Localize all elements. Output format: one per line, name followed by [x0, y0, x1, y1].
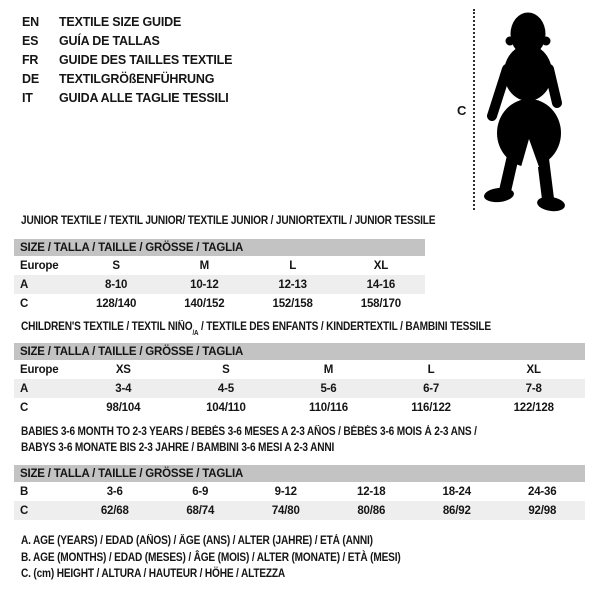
table-cell: 12-13	[249, 275, 337, 294]
children-heading-post: / TEXTILE DES ENFANTS / KINDERTEXTIL / BAMBINI TESSILE	[198, 321, 492, 333]
table-cell: 8-10	[72, 275, 160, 294]
table-cell: 62/68	[72, 501, 158, 520]
table-cell: A	[14, 379, 72, 398]
table-cell: S	[222, 363, 230, 376]
language-title: GUÍA DE TALLAS	[59, 34, 160, 48]
table-cell: B	[20, 485, 29, 498]
table-cell: 12-18	[357, 485, 386, 498]
table-cell: 98/104	[106, 401, 141, 414]
table-cell: M	[199, 259, 210, 272]
children-size-table	[14, 343, 585, 417]
table-cell: XL	[373, 259, 389, 272]
language-row-en	[22, 13, 232, 32]
height-label: C	[457, 103, 467, 118]
size-header-label: SIZE / TALLA / TAILLE / GRÖSSE / TAGLIA	[14, 465, 585, 482]
table-cell: 7-8	[482, 379, 585, 398]
table-cell: 140/152	[184, 297, 225, 310]
size-header-band	[14, 343, 585, 360]
table-cell: 4-5	[175, 379, 278, 398]
table-row-a	[14, 275, 425, 294]
size-header-label: SIZE / TALLA / TAILLE / GRÖSSE / TAGLIA	[14, 239, 425, 256]
table-cell: 10-12	[160, 275, 248, 294]
table-cell: XL	[526, 363, 541, 376]
table-row-europe	[14, 360, 585, 379]
language-row-de	[22, 70, 232, 89]
children-heading-pre: CHILDREN'S TEXTILE / TEXTIL NIÑO	[21, 321, 193, 333]
table-cell: 122/128	[513, 401, 554, 414]
table-cell: 86/92	[414, 501, 500, 520]
language-code: DE	[22, 72, 39, 86]
baby-silhouette-icon	[483, 11, 567, 212]
table-cell: A	[14, 275, 72, 294]
table-cell: 128/140	[96, 297, 137, 310]
table-cell: 18-24	[442, 485, 471, 498]
table-cell: C	[20, 297, 29, 310]
language-row-fr	[22, 51, 232, 70]
table-cell: 152/158	[272, 297, 313, 310]
table-cell: 92/98	[500, 501, 586, 520]
children-heading-sub: /A	[192, 329, 199, 338]
table-cell: 80/86	[329, 501, 415, 520]
language-title: TEXTILE SIZE GUIDE	[59, 15, 182, 29]
table-row-c	[14, 294, 425, 313]
table-row-europe	[14, 256, 425, 275]
height-measure-dotted-line	[473, 9, 475, 210]
table-cell: 74/80	[243, 501, 329, 520]
size-header-band	[14, 239, 425, 256]
table-cell: 110/116	[309, 401, 348, 414]
table-row-c	[14, 398, 585, 417]
table-cell: 158/170	[360, 297, 401, 310]
table-cell: 68/74	[158, 501, 244, 520]
babies-heading-line2: BABYS 3-6 MONATE BIS 2-3 JAHRE / BAMBINI 3-6 MESI A 2-3 ANNI	[21, 442, 335, 454]
table-cell: L	[289, 259, 297, 272]
babies-heading-line1: BABIES 3-6 MONTH TO 2-3 YEARS / BEBÉS 3-6 MESES A 2-3 AÑOS / BÉBÉS 3-6 MOIS À 2-3 ANS /	[21, 426, 477, 438]
table-row-c	[14, 501, 585, 520]
size-header-band	[14, 465, 585, 482]
table-cell: 104/110	[206, 401, 246, 414]
language-title: GUIDA ALLE TAGLIE TESSILI	[59, 91, 229, 105]
language-title-list	[22, 13, 232, 108]
junior-size-table	[14, 239, 425, 313]
footnote-b: B. AGE (MONTHS) / EDAD (MESES) / ÂGE (MOIS) / ALTER (MONATE) / ETÀ (MESI)	[21, 551, 401, 564]
children-section-heading	[21, 319, 491, 339]
table-cell: 6-7	[380, 379, 483, 398]
babies-size-table	[14, 465, 585, 520]
table-cell: 6-9	[192, 485, 209, 498]
table-row-b	[14, 482, 585, 501]
table-cell: 14-16	[337, 275, 425, 294]
junior-section-heading: JUNIOR TEXTILE / TEXTIL JUNIOR/ TEXTILE JUNIOR / JUNIORTEXTIL / JUNIOR TESSILE	[21, 215, 436, 227]
language-code: IT	[22, 91, 33, 105]
table-cell: 24-36	[528, 485, 557, 498]
table-cell: 5-6	[277, 379, 380, 398]
language-title: GUIDE DES TAILLES TEXTILE	[59, 53, 233, 67]
table-cell: Europe	[20, 363, 59, 376]
language-row-es	[22, 32, 232, 51]
table-row-a	[14, 379, 585, 398]
babies-section-heading	[21, 424, 477, 456]
table-cell: C	[14, 501, 72, 520]
footnote-a: A. AGE (YEARS) / EDAD (AÑOS) / ÂGE (ANS) / ALTER (JAHRE) / ETÀ (ANNI)	[21, 535, 373, 547]
language-row-it	[22, 89, 232, 108]
language-title: TEXTILGRÖßENFÜHRUNG	[59, 72, 215, 86]
table-cell: Europe	[20, 259, 59, 272]
table-cell: 116/122	[411, 401, 451, 414]
table-cell: C	[20, 401, 29, 414]
footnote-c: C. (cm) HEIGHT / ALTURA / HAUTEUR / HÖHE / ALTEZZA	[21, 568, 286, 580]
table-cell: S	[112, 259, 120, 272]
size-header-label: SIZE / TALLA / TAILLE / GRÖSSE / TAGLIA	[14, 343, 585, 360]
table-cell: L	[427, 363, 435, 376]
table-cell: M	[323, 363, 334, 376]
table-cell: 9-12	[274, 485, 297, 498]
table-cell: 3-4	[72, 379, 175, 398]
language-code: FR	[22, 53, 39, 67]
language-code: EN	[22, 15, 39, 29]
table-cell: 3-6	[106, 485, 123, 498]
language-code: ES	[22, 34, 39, 48]
footnotes	[21, 533, 401, 583]
table-cell: XS	[115, 363, 131, 376]
